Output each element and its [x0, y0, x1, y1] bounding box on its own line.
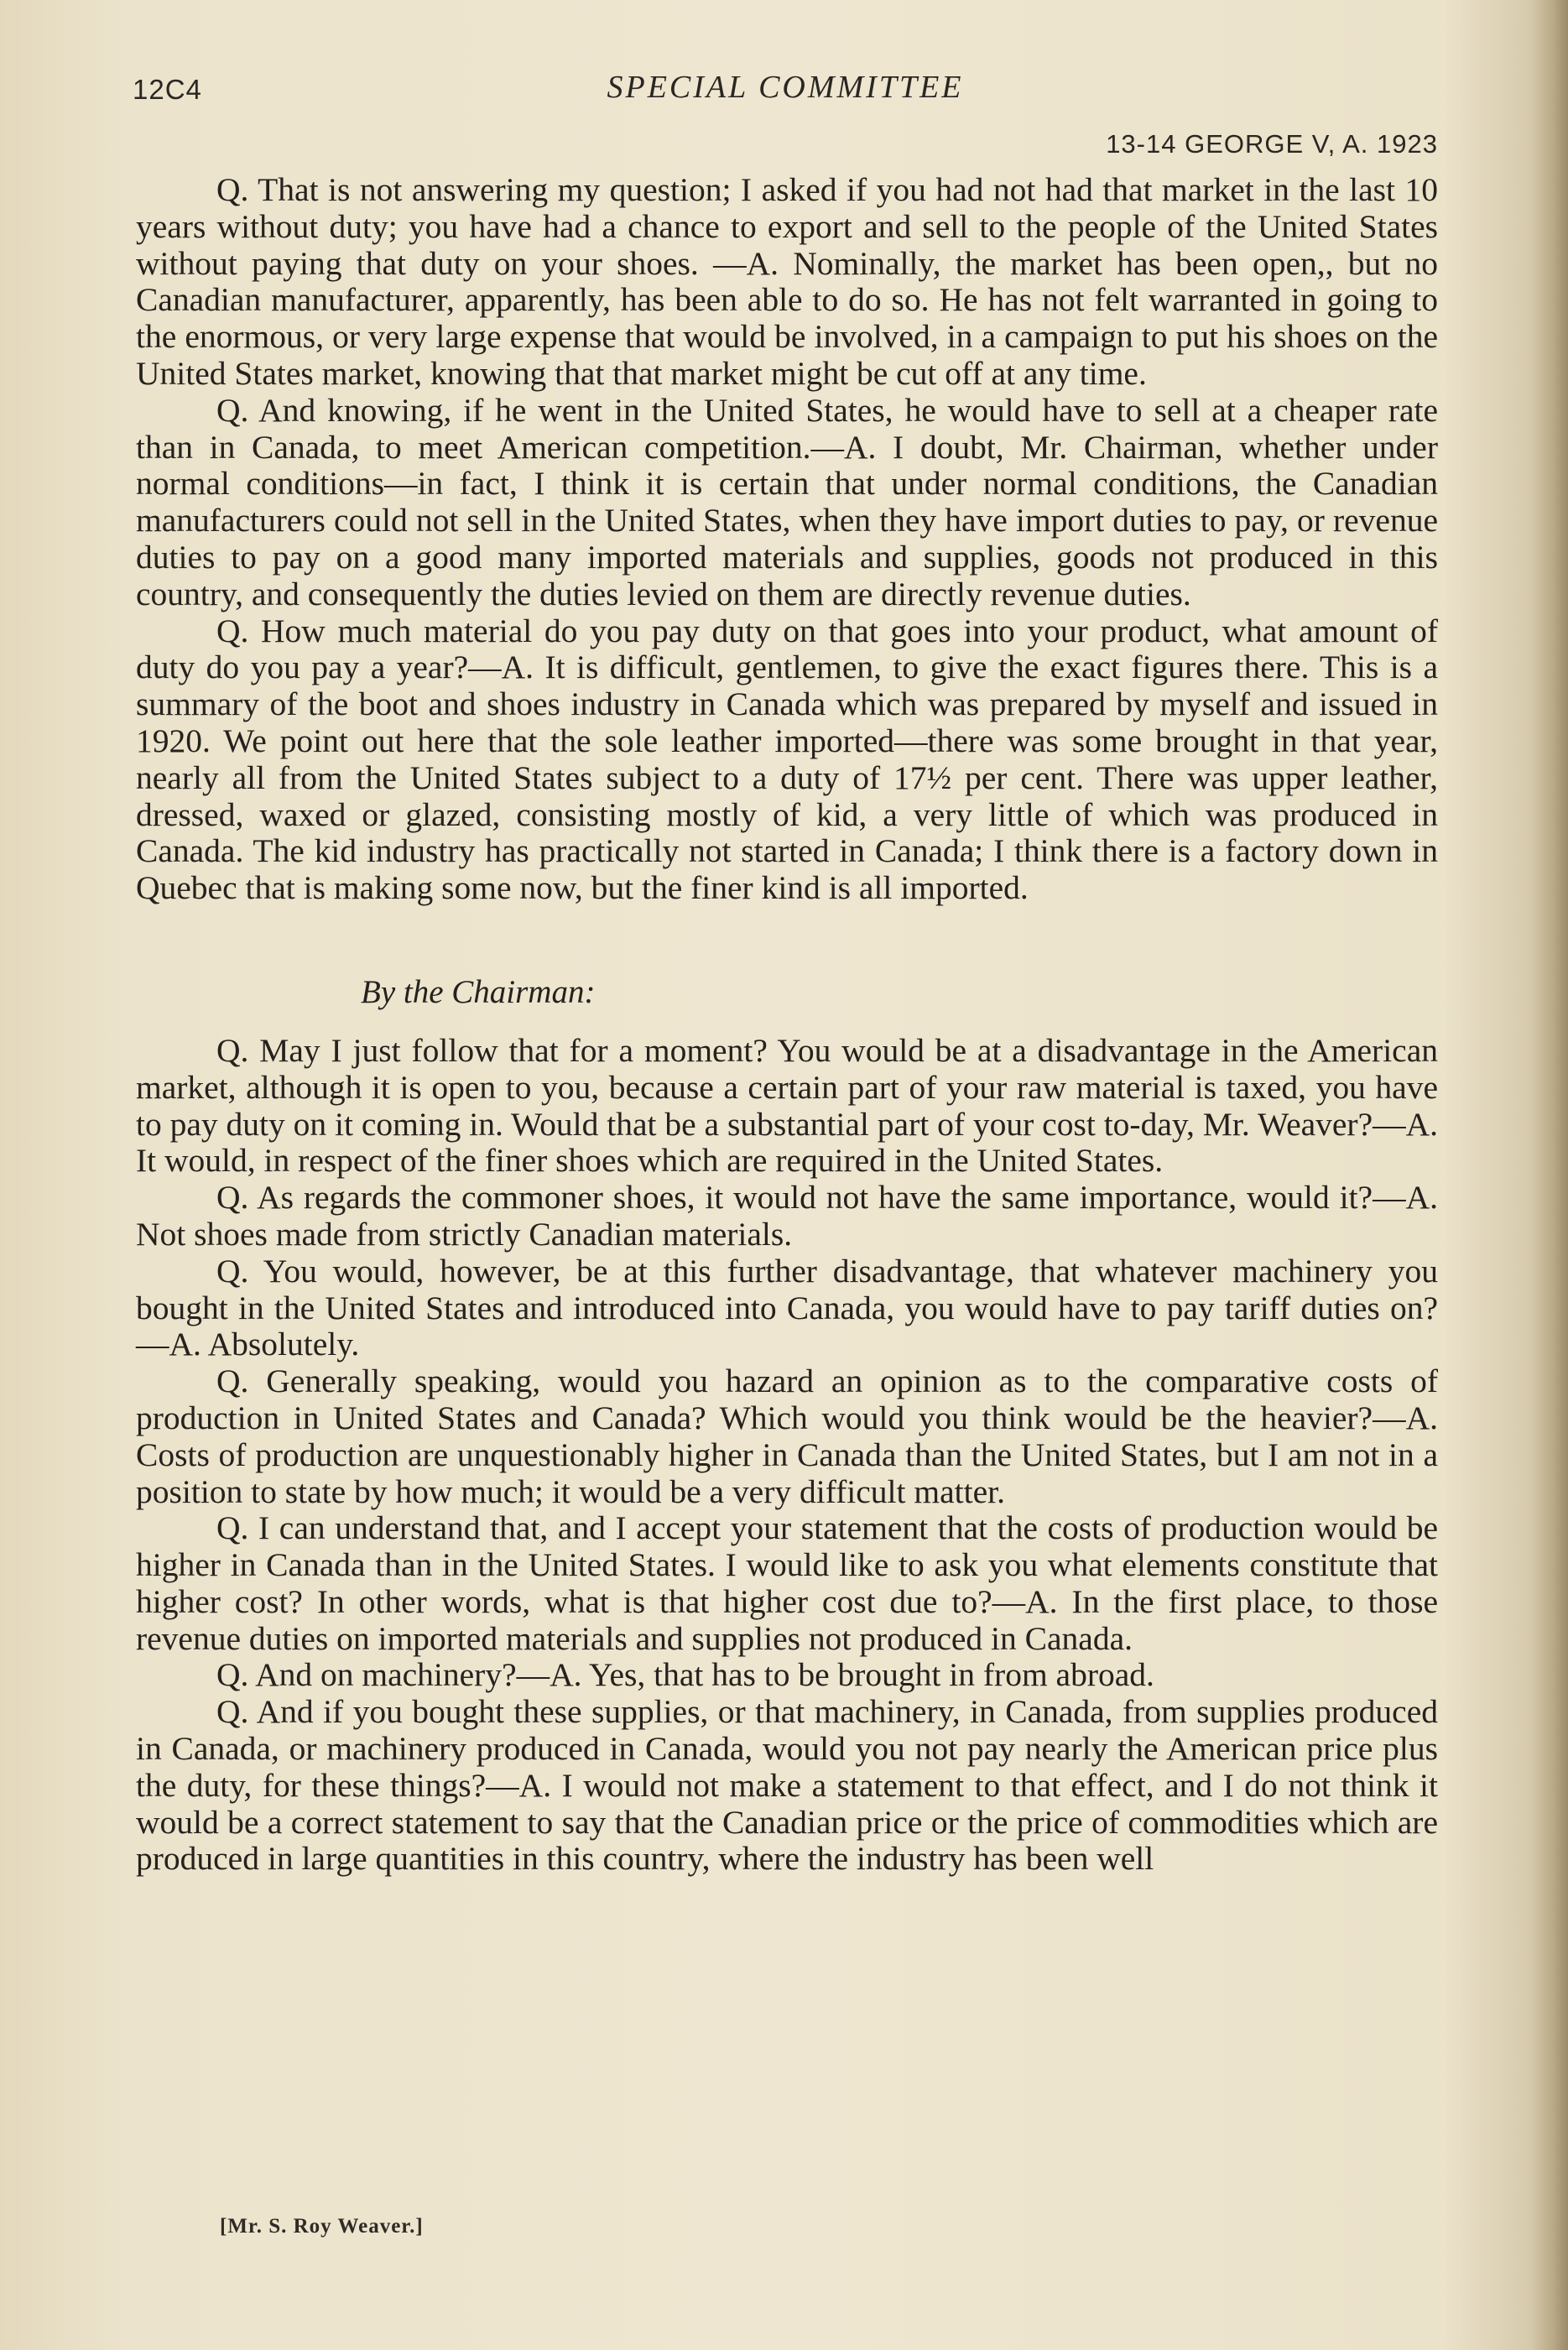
- page-spine-shadow: [1531, 0, 1568, 2350]
- paragraph: Q. May I just follow that for a moment? You would be at a disadvantage in the American market, although it is open to you, because a certain part of your raw material is taxed, you have to pay duty on it coming in. Would that be a substantial part of your cost to-day, Mr. Weaver?—A. It would, in respect of the finer shoes which are required in the United States.: [136, 1031, 1438, 1180]
- witness-footnote: [Mr. S. Roy Weaver.]: [220, 2215, 424, 2238]
- paragraph: Q. Generally speaking, would you hazard an opinion as to the comparative costs of production in United States and Canada? Which would you think would be the heavier?—A. Costs of production are unquestionably higher in Canada than the United States, but I am not in a position to state by how much; it would be a very difficult matter.: [136, 1363, 1438, 1510]
- page-number: 12C4: [133, 74, 202, 105]
- page-header: [133, 69, 1438, 159]
- running-title: SPECIAL COMMITTEE: [607, 70, 964, 105]
- paragraph: Q. And on machinery?—A. Yes, that has to be brought in from abroad.: [216, 1656, 1154, 1694]
- paragraph: Q. As regards the commoner shoes, it would not have the same importance, would it?—A. Not shoes made from strictly Canadian materials.: [136, 1179, 1438, 1253]
- body-text: [136, 172, 1438, 1878]
- paragraph: Q. That is not answering my question; I asked if you had not had that market in the last 10 years without duty; you have had a chance to export and sell to the people of the United States without paying that duty on your shoes. —A. Nominally, the market has been open,, but no Canadian manufacturer, apparently, has been able to do so. He has not felt warranted in going to the enormous, or very large expense that would be involved, in a campaign to put his shoes on the United States market, knowing that that market might be cut off at any time.: [136, 171, 1438, 392]
- paragraph: Q. How much material do you pay duty on that goes into your product, what amount of duty do you pay a year?—A. It is difficult, gentlemen, to give the exact figures there. This is a summary of the boot and shoes industry in Canada which was prepared by myself and issued in 1920. We point out here that the sole leather imported—there was some brought in that year, nearly all from the United States subject to a duty of 17½ per cent. There was upper leather, dressed, waxed or glazed, consisting mostly of kid, a very little of which was produced in Canada. The kid industry has practically not started in Canada; I think there is a factory down in Quebec that is making some now, but the finer kind is all imported.: [136, 612, 1438, 907]
- paragraph: Q. And if you bought these supplies, or that machinery, in Canada, from supplies produced in Canada, or machinery produced in Canada, would you not pay nearly the American price plus the duty, for these things?—A. I would not make a statement to that effect, and I do not think it would be a correct statement to say that the Canadian price or the price of commodities which are produced in large quantities in this country, where the industry has been well: [136, 1693, 1438, 1878]
- session-label: 13-14 GEORGE V, A. 1923: [1106, 129, 1438, 159]
- speaker-heading: By the Chairman:: [361, 973, 596, 1010]
- paragraph: Q. I can understand that, and I accept your statement that the costs of production would be higher in Canada than in the United States. I would like to ask you what elements constitute that higher cost? In other words, what is that higher cost due to?—A. In the first place, to those revenue duties on imported materials and supplies not produced in Canada.: [136, 1509, 1438, 1657]
- paragraph: Q. And knowing, if he went in the United States, he would have to sell at a cheaper rate than in Canada, to meet American competition.—A. I doubt, Mr. Chairman, whether under normal conditions—in fact, I think it is certain that under normal conditions, the Canadian manufacturers could not sell in the United States, when they have import duties to pay, or revenue duties to pay on a good many imported materials and supplies, goods not produced in this country, and consequently the duties levied on them are directly revenue duties.: [136, 391, 1438, 612]
- paragraph: Q. You would, however, be at this further disadvantage, that whatever machinery you bought in the United States and introduced into Canada, you would have to pay tariff duties on?—A. Absolutely.: [136, 1252, 1438, 1363]
- section-gap: [136, 907, 1438, 974]
